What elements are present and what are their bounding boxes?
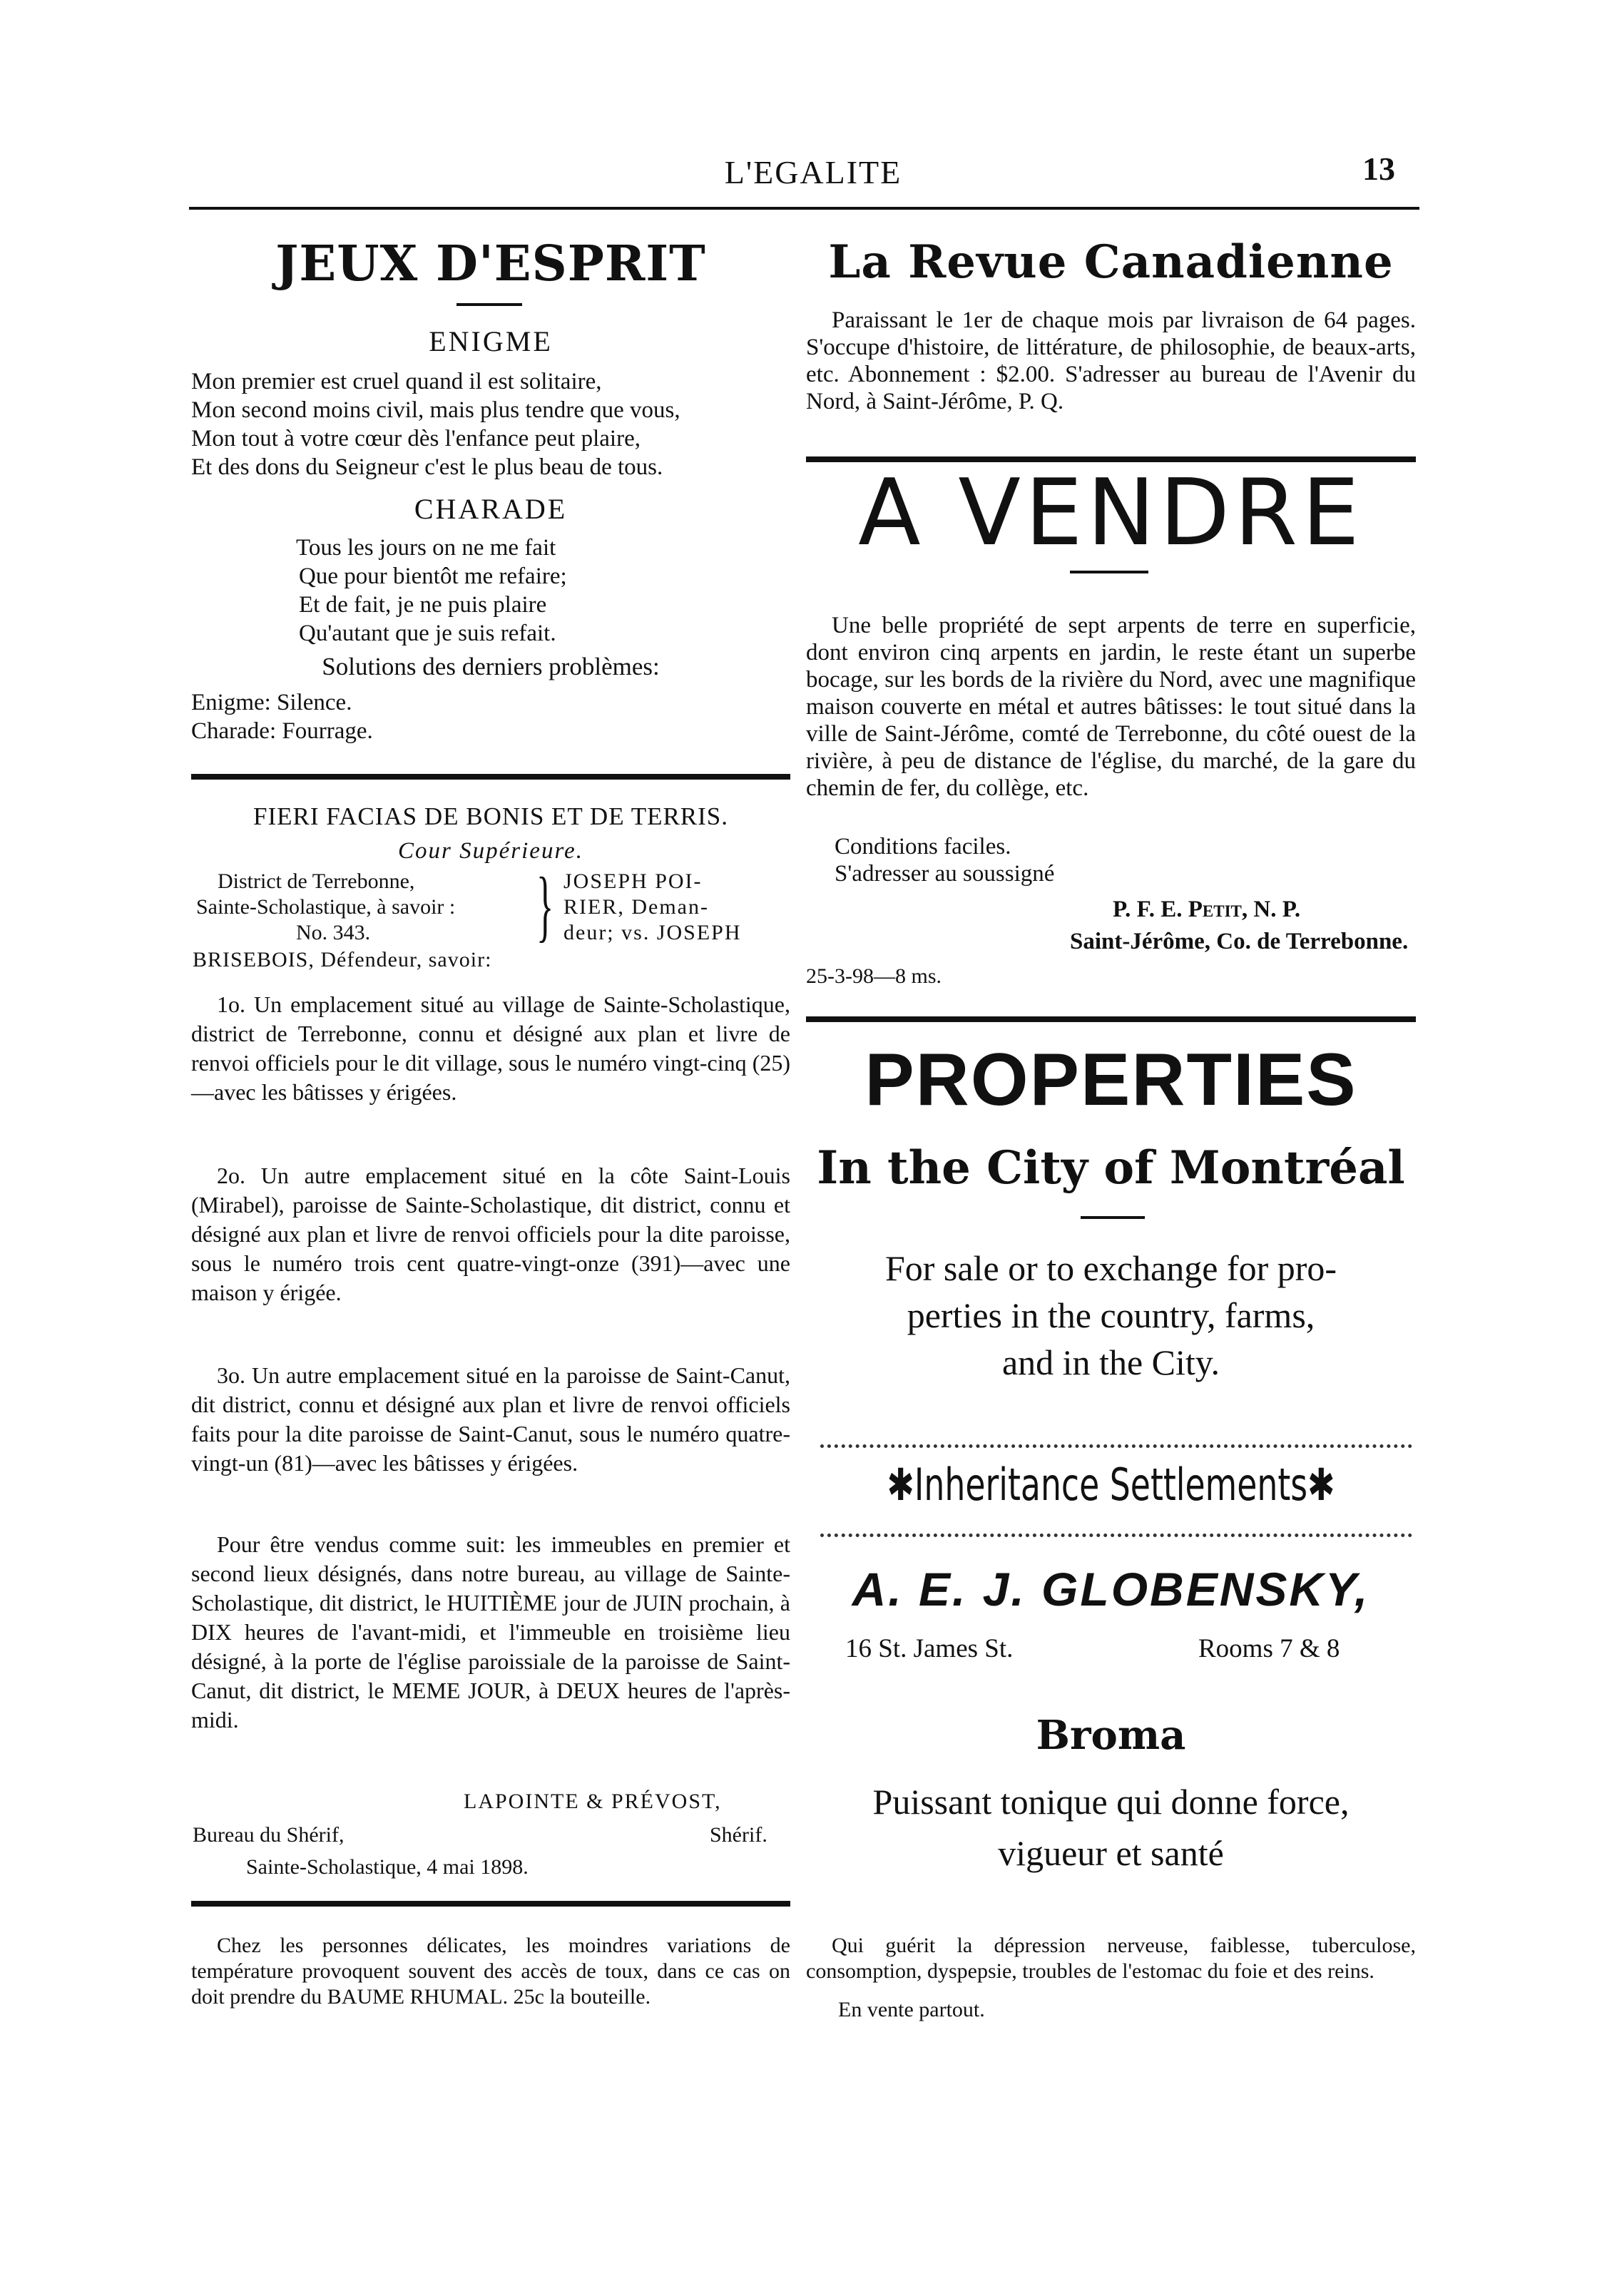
header-rule [189,207,1419,210]
jeux-title: JEUX D'ESPRIT [275,235,706,292]
properties-title: PROPERTIES [864,1039,1357,1121]
district-block [196,869,531,946]
defendant-line: BRISEBOIS, Défendeur, savoir: [193,948,492,971]
dotted-rule [820,1444,1412,1448]
avendre-conditions: Conditions faciles. [835,834,1011,859]
properties-rule [1081,1216,1145,1219]
jeux-title-rule [456,303,522,306]
globensky-name: A. E. J. GLOBENSKY, [852,1563,1370,1616]
district-line: District de Terrebonne, [218,869,415,893]
slogan-line: vigueur et santé [998,1833,1224,1873]
inheritance-heading: ✱Inheritance Settlements✱ [887,1459,1335,1511]
brace: } [536,862,554,950]
charade-verse [296,534,653,648]
solutions-title: Solutions des derniers problèmes: [322,653,660,680]
fieri-paragraph-4: Pour être vendus comme suit: les immeubles en premier et second lieux désignés, dans notre bureau, au village de Sainte-Scholastique, dit district, le HUITIÈME jour de JUIN prochain, à DIX heures de l'avant-midi, et l'immeuble en troisième lieu désigné, à la porte de l'église paroissiale de la paroisse de Saint-Canut, dit district, le MEME JOUR, à DEUX heures de l'après-midi. [191,1531,790,1733]
page-number: 13 [1362,150,1395,187]
offer-line: and in the City. [1001,1342,1220,1382]
fieri-paragraph-3: 3o. Un autre emplacement situé en la paroisse de Saint-Canut, dit district, connu et désigné aux plan et livre de renvoi officiels faits pour la dite paroisse de Saint-Canut, sous le numéro quatre-vingt-un (81)—avec les bâtisses y érigées. [191,1362,790,1476]
fieri-date: Sainte-Scholastique, 4 mai 1898. [246,1855,529,1879]
offer-line: perties in the country, farms, [907,1295,1315,1335]
enigme-line: Mon premier est cruel quand il est solitaire, [191,369,602,394]
properties-offer [806,1245,1416,1386]
signers: LAPOINTE & PRÉVOST, [464,1790,722,1813]
avendre-text: Une belle propriété de sept arpents de terre en superficie, dont environ cinq arpents en jardin, le reste étant un superbe bocage, sur les bords de la rivière du Nord, avec une magnifique maison couverte en métal et autres bâtisses: le tout situé dans la ville de Saint-Jérôme, comté de Terrebonne, du côté ouest de la rivière, à peu de distance de l'église, du marché, de la gare du chemin de fer, du collège, etc. [806,613,1416,801]
charade-title: CHARADE [414,493,568,525]
sherif-label: Shérif. [710,1823,767,1847]
fieri-paragraph-2: 2o. Un autre emplacement situé en la côte Saint-Louis (Mirabel), paroisse de Sainte-Scholastique, dit district, connu et désigné aux plan et livre de renvoi officiels pour la dite paroisse, sous le numéro trois cent quatre-vingt-onze (391)—avec une maison y érigée. [191,1163,790,1305]
charade-line: Et de fait, je ne puis plaire [299,592,547,618]
section-divider [191,774,790,780]
dotted-rule [820,1534,1412,1537]
section-divider [806,1016,1416,1022]
avendre-signer: P. F. E. Petit, N. P. [1113,897,1301,922]
baume-notice: Chez les personnes délicates, les moindres variations de température provoquent souvent des accès de toux, dans ce cas on doit prendre du BAUME RHUMAL. 25c la bouteille. [191,1934,790,2009]
plaintiff-line: RIER, Deman- [563,895,709,919]
revue-title: La Revue Canadienne [828,235,1394,289]
avendre-title: A VENDRE [858,460,1364,566]
plaintiff-block [563,869,790,946]
solution-charade: Charade: Fourrage. [191,718,373,744]
fieri-paragraph-1: 1o. Un emplacement situé au village de Sainte-Scholastique, district de Terrebonne, connu et désigné aux plan et livre de renvoi officiels pour le dit village, sous le numéro vingt-cinq (25)—avec les bâtisses y érigées. [191,991,790,1105]
avendre-rule [1070,571,1148,573]
charade-line: Que pour bientôt me refaire; [299,563,567,589]
avendre-adresser: S'adresser au soussigné [835,861,1055,887]
enigme-line: Mon tout à votre cœur dès l'enfance peut plaire, [191,426,641,451]
globensky-address: 16 St. James St. [845,1634,1014,1663]
broma-slogan [806,1776,1416,1879]
globensky-rooms: Rooms 7 & 8 [1198,1634,1340,1663]
revue-text: Paraissant le 1er de chaque mois par livraison de 64 pages. S'occupe d'histoire, de littérature, de philosophie, de beaux-arts, etc. Abonnement : $2.00. S'adresser au bureau de l'Avenir du Nord, à Saint-Jérôme, P. Q. [806,307,1416,414]
solutions-list [191,688,790,745]
broma-text: Qui guérit la dépression nerveuse, faiblesse, tuberculose, consomption, dyspepsie, troubles de l'estomac du foie et des reins. [806,1934,1416,1983]
enigme-title: ENIGME [429,325,553,357]
broma-title: Broma [1036,1712,1186,1759]
avendre-code: 25-3-98—8 ms. [806,964,942,988]
district-line: Sainte-Scholastique, à savoir : [196,895,456,919]
enigme-line: Et des dons du Seigneur c'est le plus beau de tous. [191,454,663,480]
avendre-place: Saint-Jérôme, Co. de Terrebonne. [1070,929,1409,954]
plaintiff-line: deur; vs. JOSEPH [563,921,742,944]
case-number: No. 343. [296,921,371,944]
enigme-line: Mon second moins civil, mais plus tendre que vous, [191,397,680,423]
plaintiff-line: JOSEPH POI- [563,869,703,893]
solution-enigme: Enigme: Silence. [191,690,352,715]
charade-line: Qu'autant que je suis refait. [299,621,556,646]
properties-subtitle: In the City of Montréal [817,1141,1405,1195]
charade-line: Tous les jours on ne me fait [296,535,556,561]
page-header-title: L'EGALITE [724,154,902,190]
enigme-verse [191,367,790,481]
slogan-line: Puissant tonique qui donne force, [872,1782,1350,1822]
fieri-title: FIERI FACIAS DE BONIS ET DE TERRIS. [252,802,729,830]
section-divider [191,1901,790,1907]
offer-line: For sale or to exchange for pro- [884,1248,1337,1288]
bureau-label: Bureau du Shérif, [193,1823,345,1847]
court-name: Cour Supérieure. [398,838,583,864]
broma-vente: En vente partout. [838,1998,985,2021]
